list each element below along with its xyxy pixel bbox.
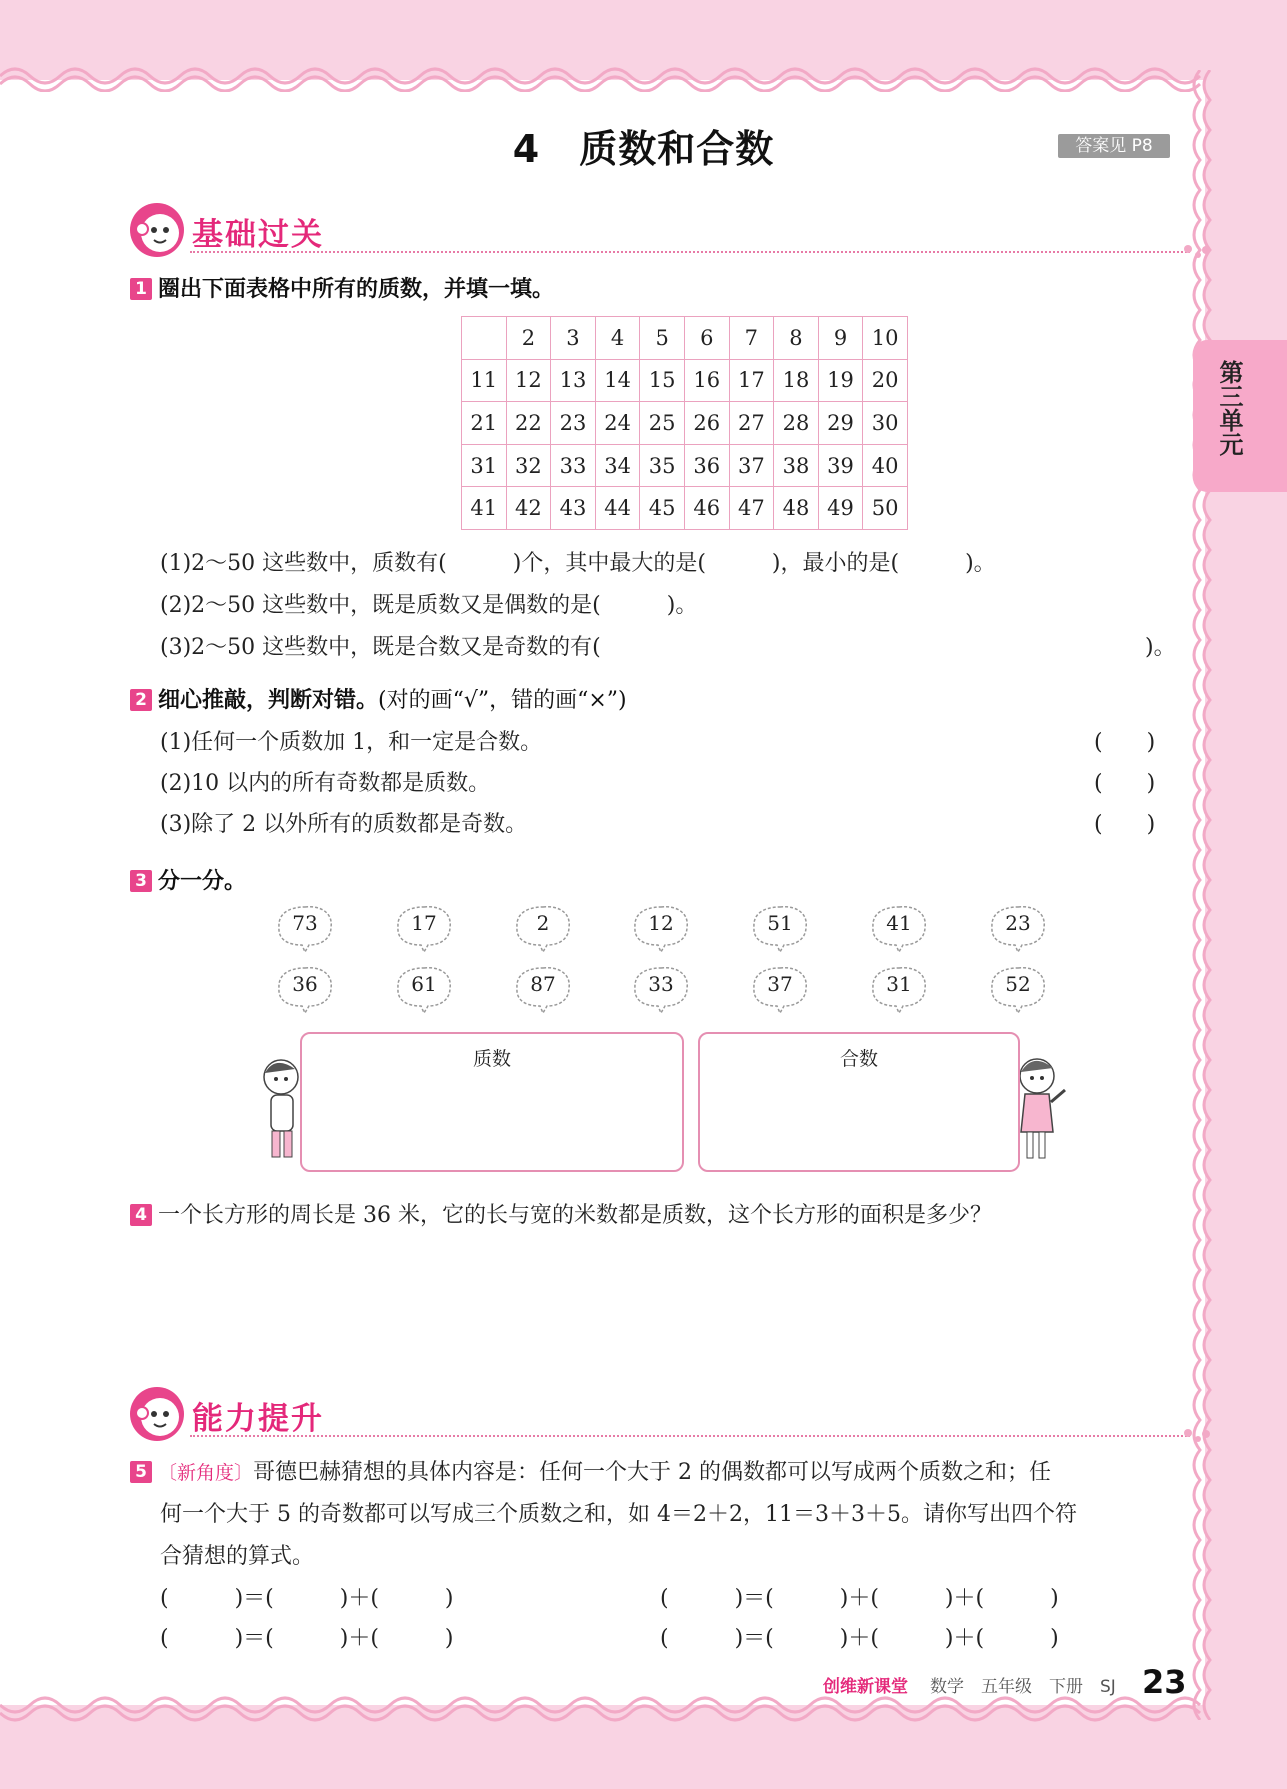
footer-brand: 创维新课堂 bbox=[823, 1677, 908, 1697]
grid-cell[interactable]: 49 bbox=[818, 487, 863, 530]
question-5-line-2: 何一个大于 5 的奇数都可以写成三个质数之和，如 4＝2＋2，11＝3＋3＋5。请你写出四个符 bbox=[160, 1502, 1077, 1527]
grid-cell[interactable]: 12 bbox=[506, 359, 551, 402]
grid-cell[interactable]: 47 bbox=[729, 487, 774, 530]
grid-cell[interactable]: 25 bbox=[640, 402, 685, 445]
grid-cell[interactable]: 41 bbox=[462, 487, 507, 530]
judge-answer-1[interactable]: ( ) bbox=[1094, 730, 1156, 755]
grid-cell[interactable]: 16 bbox=[684, 359, 729, 402]
sum-three-primes-answer-2[interactable]: ( )＝( )＋( )＋( ) bbox=[660, 1626, 1059, 1651]
grid-cell[interactable]: 26 bbox=[684, 402, 729, 445]
bubble-number: 2 bbox=[536, 911, 550, 935]
grid-cell[interactable]: 39 bbox=[818, 444, 863, 487]
judge-item-3: (3)除了 2 以外所有的质数都是奇数。 bbox=[160, 812, 528, 837]
judge-item-1: (1)任何一个质数加 1，和一定是合数。 bbox=[160, 730, 543, 755]
top-wave-border bbox=[0, 58, 1210, 92]
number-bubble[interactable] bbox=[275, 903, 335, 949]
question-number-badge: 2 bbox=[130, 689, 152, 711]
new-angle-tag: 〔新角度〕 bbox=[158, 1462, 254, 1484]
grid-cell[interactable]: 15 bbox=[640, 359, 685, 402]
question-1-text: 圈出下面表格中所有的质数，并填一填。 bbox=[158, 277, 555, 302]
section-title-advanced: 能力提升 bbox=[192, 1401, 324, 1437]
judge-answer-2[interactable]: ( ) bbox=[1094, 771, 1156, 796]
bubble-number: 31 bbox=[886, 972, 912, 996]
grid-cell[interactable]: 43 bbox=[551, 487, 596, 530]
grid-cell[interactable]: 50 bbox=[863, 487, 908, 530]
section-divider bbox=[190, 1435, 1190, 1437]
grid-cell[interactable]: 32 bbox=[506, 444, 551, 487]
question-5-line-3: 合猜想的算式。 bbox=[160, 1544, 315, 1569]
unit-side-tab-label: 第三单元 bbox=[1215, 360, 1243, 456]
grid-cell[interactable]: 5 bbox=[640, 317, 685, 360]
bubble-number: 23 bbox=[1005, 911, 1031, 935]
grid-cell[interactable]: 30 bbox=[863, 402, 908, 445]
section-title-basic: 基础过关 bbox=[192, 217, 324, 253]
question-1-sub-1: (1)2～50 这些数中，质数有( )个，其中最大的是( )，最小的是( )。 bbox=[160, 551, 996, 576]
grid-cell[interactable]: 27 bbox=[729, 402, 774, 445]
unit-side-tab bbox=[1193, 340, 1287, 492]
number-bubble[interactable] bbox=[275, 964, 335, 1010]
question-2-header bbox=[130, 683, 627, 714]
question-1-header bbox=[130, 272, 554, 303]
grid-cell[interactable]: 42 bbox=[506, 487, 551, 530]
grid-cell[interactable]: 4 bbox=[595, 317, 640, 360]
grid-cell[interactable]: 44 bbox=[595, 487, 640, 530]
bubble-number: 33 bbox=[648, 972, 674, 996]
grid-cell[interactable] bbox=[462, 317, 507, 360]
number-bubble[interactable] bbox=[750, 903, 810, 949]
number-bubble[interactable] bbox=[631, 964, 691, 1010]
question-1-sub-3: (3)2～50 这些数中，既是合数又是奇数的有( bbox=[160, 635, 601, 660]
question-number-badge: 4 bbox=[130, 1204, 152, 1226]
question-1-sub-3-close: )。 bbox=[1145, 635, 1176, 660]
sum-two-primes-answer-1[interactable]: ( )＝( )＋( ) bbox=[160, 1586, 454, 1611]
grid-cell[interactable]: 3 bbox=[551, 317, 596, 360]
grid-cell[interactable]: 20 bbox=[863, 359, 908, 402]
number-bubble[interactable] bbox=[869, 903, 929, 949]
question-2-text: 细心推敲，判断对错。 bbox=[158, 688, 379, 713]
number-grid-table bbox=[461, 316, 908, 530]
section-divider bbox=[190, 251, 1190, 253]
grid-cell[interactable]: 11 bbox=[462, 359, 507, 402]
grid-cell[interactable]: 28 bbox=[774, 402, 819, 445]
question-4 bbox=[130, 1198, 992, 1229]
question-3-text: 分一分。 bbox=[158, 869, 247, 894]
judge-item-2: (2)10 以内的所有奇数都是质数。 bbox=[160, 771, 491, 796]
grid-cell[interactable]: 36 bbox=[684, 444, 729, 487]
bubble-number: 17 bbox=[411, 911, 437, 935]
grid-row bbox=[462, 487, 908, 530]
grid-cell[interactable]: 8 bbox=[774, 317, 819, 360]
grid-cell[interactable]: 46 bbox=[684, 487, 729, 530]
grid-cell[interactable]: 13 bbox=[551, 359, 596, 402]
grid-cell[interactable]: 17 bbox=[729, 359, 774, 402]
question-number-badge: 3 bbox=[130, 870, 152, 892]
question-3-header bbox=[130, 864, 246, 895]
bubble-number: 87 bbox=[530, 972, 556, 996]
number-bubble[interactable] bbox=[394, 903, 454, 949]
page-number: 23 bbox=[1142, 1663, 1187, 1701]
right-wave-border bbox=[1192, 70, 1222, 1720]
question-5-text-1: 哥德巴赫猜想的具体内容是：任何一个大于 2 的偶数都可以写成两个质数之和；任 bbox=[253, 1460, 1052, 1485]
number-bubble[interactable] bbox=[988, 964, 1048, 1010]
question-2-note: (对的画“√”，错的画“×”) bbox=[378, 688, 627, 713]
grid-cell[interactable]: 48 bbox=[774, 487, 819, 530]
number-bubble[interactable] bbox=[750, 964, 810, 1010]
grid-cell[interactable]: 40 bbox=[863, 444, 908, 487]
monkey-mascot-icon bbox=[130, 1387, 184, 1441]
bubble-number: 12 bbox=[648, 911, 674, 935]
number-bubble[interactable] bbox=[869, 964, 929, 1010]
monkey-mascot-icon bbox=[130, 203, 184, 257]
bubble-number: 37 bbox=[767, 972, 793, 996]
sum-three-primes-answer-1[interactable]: ( )＝( )＋( )＋( ) bbox=[660, 1586, 1059, 1611]
question-5-line-1 bbox=[130, 1455, 1051, 1486]
grid-row bbox=[462, 444, 908, 487]
bubble-number: 41 bbox=[886, 911, 912, 935]
question-number-badge: 1 bbox=[130, 278, 152, 300]
grid-row bbox=[462, 402, 908, 445]
prime-sort-box[interactable] bbox=[300, 1032, 684, 1172]
number-bubble[interactable] bbox=[513, 964, 573, 1010]
grid-cell[interactable]: 10 bbox=[863, 317, 908, 360]
composite-box-label: 合数 bbox=[839, 1048, 878, 1070]
grid-cell[interactable]: 35 bbox=[640, 444, 685, 487]
grid-cell[interactable]: 6 bbox=[684, 317, 729, 360]
bubble-number: 52 bbox=[1005, 972, 1031, 996]
question-1-sub-2: (2)2～50 这些数中，既是质数又是偶数的是( )。 bbox=[160, 593, 698, 618]
grid-cell[interactable]: 24 bbox=[595, 402, 640, 445]
grid-cell[interactable]: 37 bbox=[729, 444, 774, 487]
judge-answer-3[interactable]: ( ) bbox=[1094, 812, 1156, 837]
grid-cell[interactable]: 33 bbox=[551, 444, 596, 487]
question-4-text: 一个长方形的周长是 36 米，它的长与宽的米数都是质数，这个长方形的面积是多少？ bbox=[158, 1203, 992, 1228]
grid-cell[interactable]: 21 bbox=[462, 402, 507, 445]
section-header-basic bbox=[130, 203, 1230, 263]
bubble-number: 61 bbox=[411, 972, 437, 996]
grid-cell[interactable]: 7 bbox=[729, 317, 774, 360]
grid-cell[interactable]: 2 bbox=[506, 317, 551, 360]
question-number-badge: 5 bbox=[130, 1461, 152, 1483]
grid-cell[interactable]: 23 bbox=[551, 402, 596, 445]
grid-cell[interactable]: 9 bbox=[818, 317, 863, 360]
sum-two-primes-answer-2[interactable]: ( )＝( )＋( ) bbox=[160, 1626, 454, 1651]
grid-cell[interactable]: 19 bbox=[818, 359, 863, 402]
girl-cartoon-icon bbox=[1015, 1052, 1069, 1164]
grid-cell[interactable]: 45 bbox=[640, 487, 685, 530]
number-bubble[interactable] bbox=[631, 903, 691, 949]
grid-cell[interactable]: 34 bbox=[595, 444, 640, 487]
grid-cell[interactable]: 18 bbox=[774, 359, 819, 402]
bubble-number: 36 bbox=[292, 972, 318, 996]
grid-cell[interactable]: 22 bbox=[506, 402, 551, 445]
decor-dots-icon bbox=[1182, 1425, 1212, 1445]
grid-cell[interactable]: 29 bbox=[818, 402, 863, 445]
grid-row bbox=[462, 317, 908, 360]
section-header-advanced bbox=[130, 1387, 1230, 1447]
number-bubble[interactable] bbox=[988, 903, 1048, 949]
grid-row bbox=[462, 359, 908, 402]
bubble-number: 73 bbox=[292, 911, 318, 935]
grid-cell[interactable]: 31 bbox=[462, 444, 507, 487]
number-bubble[interactable] bbox=[513, 903, 573, 949]
composite-sort-box[interactable] bbox=[698, 1032, 1020, 1172]
prime-box-label: 质数 bbox=[472, 1048, 511, 1070]
page-title: 4 质数和合数 bbox=[512, 127, 775, 171]
bubble-number: 51 bbox=[767, 911, 793, 935]
answer-reference-badge: 答案见 P8 bbox=[1058, 134, 1170, 158]
decor-dots-icon bbox=[1182, 241, 1212, 261]
number-bubble[interactable] bbox=[394, 964, 454, 1010]
boy-cartoon-icon bbox=[255, 1055, 303, 1163]
footer-book-info: 数学 五年级 下册 SJ bbox=[930, 1677, 1116, 1697]
grid-cell[interactable]: 38 bbox=[774, 444, 819, 487]
grid-cell[interactable]: 14 bbox=[595, 359, 640, 402]
bottom-wave-border bbox=[0, 1695, 1210, 1729]
